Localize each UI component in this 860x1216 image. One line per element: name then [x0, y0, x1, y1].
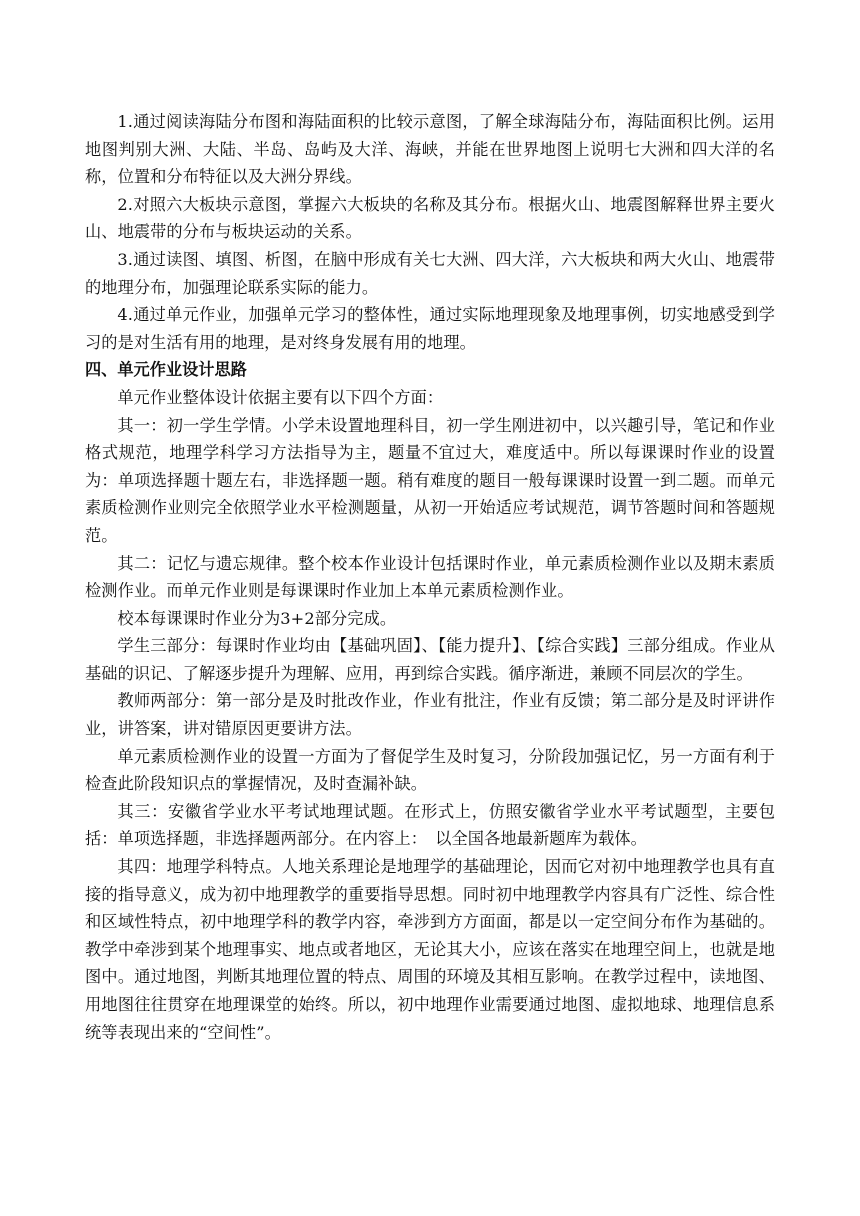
- document-page: [85, 108, 775, 1046]
- objective-paragraph-4: 4.通过单元作业，加强单元学习的整体性，通过实际地理现象及地理事例，切实地感受到学习的是对生活有用的地理，是对终身发展有用的地理。: [85, 305, 775, 352]
- basis-one-paragraph: 其一：初一学生学情。小学未设置地理科目，初一学生刚进初中，以兴趣引导，笔记和作业格式规范，地理学科学习方法指导为主，题量不宜过大，难度适中。所以每课课时作业的设置为：单项选择题十题左右，非选择题一题。稍有难度的题目一般每课课时设置一到二题。而单元素质检测作业则完全依照学业水平检测题量，从初一开始适应考试规范，调节答题时间和答题规范。: [85, 415, 775, 545]
- basis-three-paragraph: 其三：安徽省学业水平考试地理试题。在形式上，仿照安徽省学业水平考试题型，主要包括：单项选择题，非选择题两部分。在内容上： 以全国各地最新题库为载体。: [85, 801, 775, 849]
- objective-paragraph-2: 2.对照六大板块示意图，掌握六大板块的名称及其分布。根据火山、地震图解释世界主要火山、地震带的分布与板块运动的关系。: [85, 194, 775, 242]
- basis-four-paragraph: 其四：地理学科特点。人地关系理论是地理学的基础理论，因而它对初中地理教学也具有直接的指导意义，成为初中地理教学的重要指导思想。同时初中地理教学内容具有广泛性、综合性和区域性特点，初中地理学科的教学内容，牵涉到方方面面，都是以一定空间分布作为基础的。教学中牵涉到某个地理事实、地点或者地区，无论其大小，应该在落实在地理空间上，也就是地图中。通过地图，判断其地理位置的特点、周围的环境及其相互影响。在教学过程中，读地图、用地图往往贯穿在地理课堂的始终。所以，初中地理作业需要通过地图、虚拟地球、地理信息系统等表现出来的“空间性”。: [85, 857, 775, 1042]
- basis-two-paragraph: 其二：记忆与遗忘规律。整个校本作业设计包括课时作业，单元素质检测作业以及期末素质检测作业。而单元作业则是每课课时作业加上本单元素质检测作业。: [85, 553, 775, 601]
- unit-test-paragraph: 单元素质检测作业的设置一方面为了督促学生及时复习，分阶段加强记忆，另一方面有利于检查此阶段知识点的掌握情况，及时查漏补缺。: [85, 746, 775, 794]
- objective-paragraph-1: 1.通过阅读海陆分布图和海陆面积的比较示意图，了解全球海陆分布，海陆面积比例。运用地图判别大洲、大陆、半岛、岛屿及大洋、海峡，并能在世界地图上说明七大洲和四大洋的名称，位置和分布特征以及大洲分界线。: [85, 112, 775, 187]
- section-heading: 四、单元作业设计思路: [85, 360, 247, 380]
- teacher-parts-paragraph: 教师两部分：第一部分是及时批改作业，作业有批注，作业有反馈；第二部分是及时评讲作业，讲答案，讲对错原因更要讲方法。: [85, 691, 775, 739]
- homework-structure-paragraph: 校本每课课时作业分为3+2部分完成。: [117, 608, 397, 628]
- student-parts-paragraph: 学生三部分：每课时作业均由【基础巩固】、【能力提升】、【综合实践】三部分组成。作业从基础的识记、了解逐步提升为理解、应用，再到综合实践。循序渐进，兼顾不同层次的学生。: [85, 636, 775, 683]
- objective-paragraph-3: 3.通过读图、填图、析图，在脑中形成有关七大洲、四大洋，六大板块和两大火山、地震带的地理分布，加强理论联系实际的能力。: [85, 249, 775, 297]
- design-intro-paragraph: 单元作业整体设计依据主要有以下四个方面：: [117, 387, 444, 407]
